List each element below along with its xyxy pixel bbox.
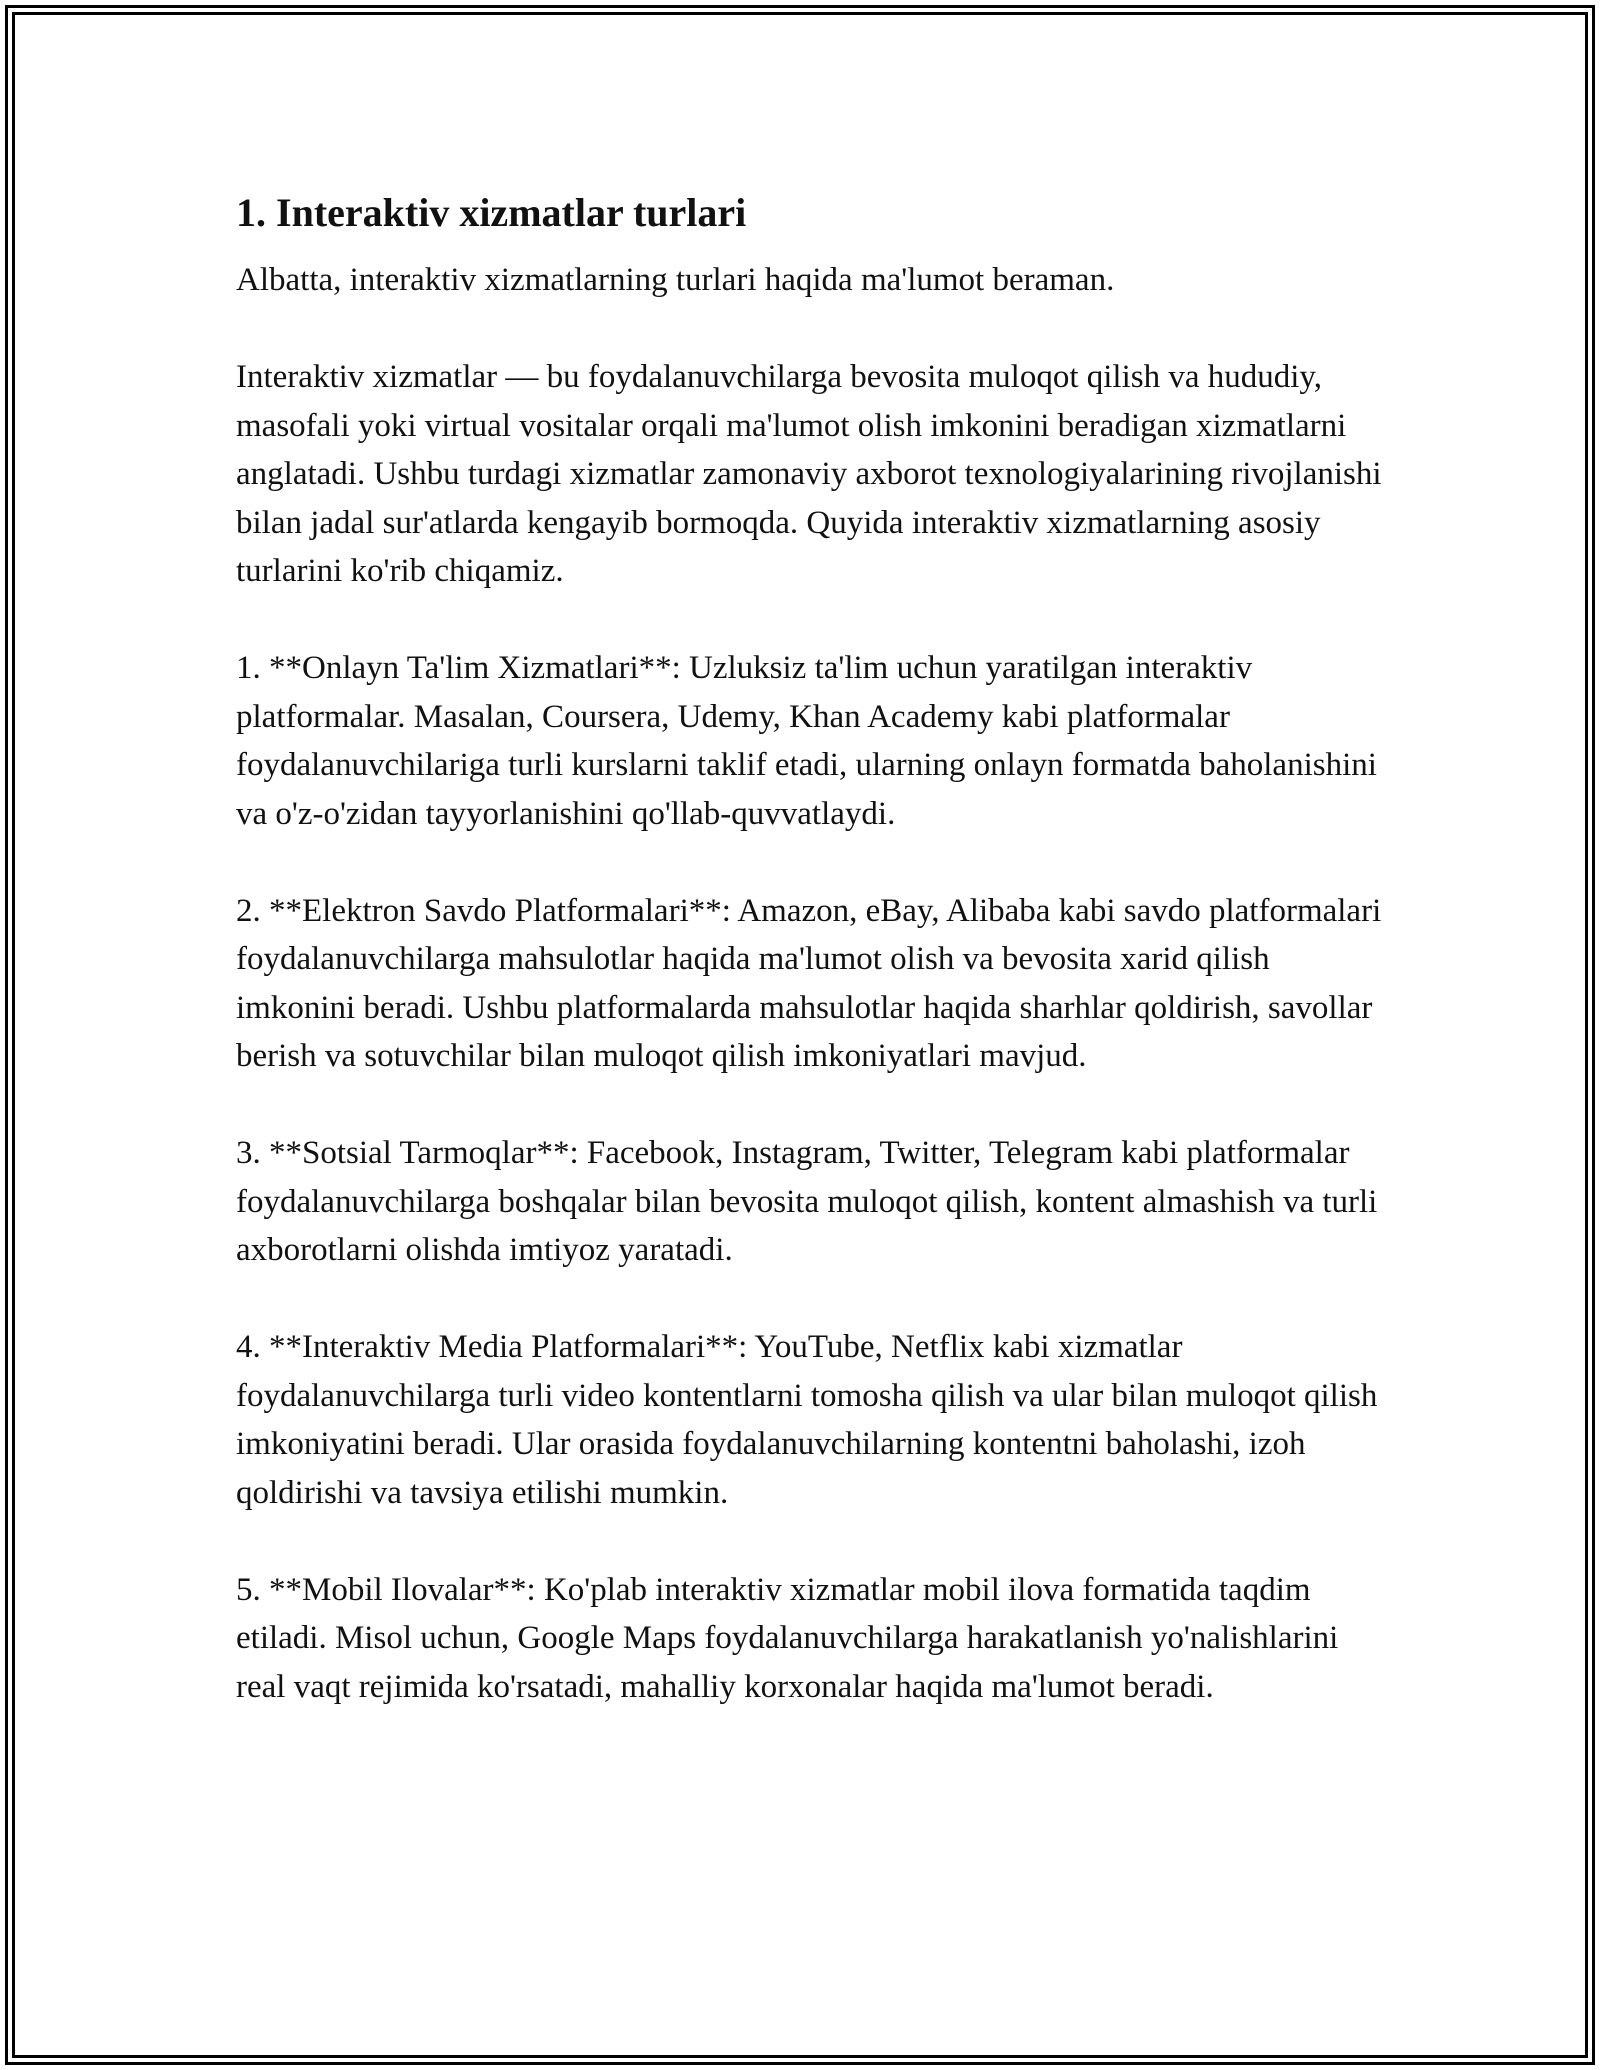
item-ecommerce-platforms: 2. **Elektron Savdo Platformalari**: Amazon, eBay, Alibaba kabi savdo platformalari foydalanuvchilarga mahsulotlar haqida ma'lumot olish va bevosita xarid qilish imkonini beradi. Ushbu platformalarda mahsulotlar haqida sharhlar qoldirish, savollar berish va sotuvchilar bilan muloqot qilish imkoniyatlari mavjud.	[236, 892, 1382, 1074]
item-online-education: 1. **Onlayn Ta'lim Xizmatlari**: Uzluksiz ta'lim uchun yaratilgan interaktiv platformalar. Masalan, Coursera, Udemy, Khan Academy kabi platformalar foydalanuvchilariga turli kurslarni taklif etadi, ularning onlayn formatda baholanishini va o'z-o'zidan tayyorlanishini qo'llab-quvvatlaydi.	[236, 650, 1377, 832]
item-interactive-media: 4. **Interaktiv Media Platformalari**: YouTube, Netflix kabi xizmatlar foydalanuvchilarga turli video kontentlarni tomosha qilish va ular bilan muloqot qilish imkoniyatini beradi. Ular orasida foydalanuvchilarning kontentni baholashi, izoh qoldirishi va tavsiya etilishi mumkin.	[236, 1329, 1378, 1511]
item-social-networks: 3. **Sotsial Tarmoqlar**: Facebook, Instagram, Twitter, Telegram kabi platformalar foydalanuvchilarga boshqalar bilan bevosita muloqot qilish, kontent almashish va turli axborotlarni olishda imtiyoz yaratadi.	[236, 1135, 1378, 1268]
item-mobile-apps: 5. **Mobil Ilovalar**: Ko'plab interaktiv xizmatlar mobil ilova formatida taqdim etiladi. Misol uchun, Google Maps foydalanuvchilarga harakatlanish yo'nalishlarini real vaqt rejimida ko'rsatadi, mahalliy korxonalar haqida ma'lumot beradi.	[236, 1571, 1339, 1705]
page-title: 1. Interaktiv xizmatlar turlari	[236, 190, 747, 235]
document-body	[236, 186, 1396, 1760]
intro-paragraph: Albatta, interaktiv xizmatlarning turlari haqida ma'lumot beraman.	[236, 262, 1115, 298]
definition-paragraph: Interaktiv xizmatlar — bu foydalanuvchilarga bevosita muloqot qilish va hududiy, masofali yoki virtual vositalar orqali ma'lumot olish imkonini beradigan xizmatlarni anglatadi. Ushbu turdagi xizmatlar zamonaviy axborot texnologiyalarining rivojlanishi bilan jadal sur'atlarda kengayib bormoqda. Quyida interaktiv xizmatlarning asosiy turlarini ko'rib chiqamiz.	[236, 359, 1382, 589]
